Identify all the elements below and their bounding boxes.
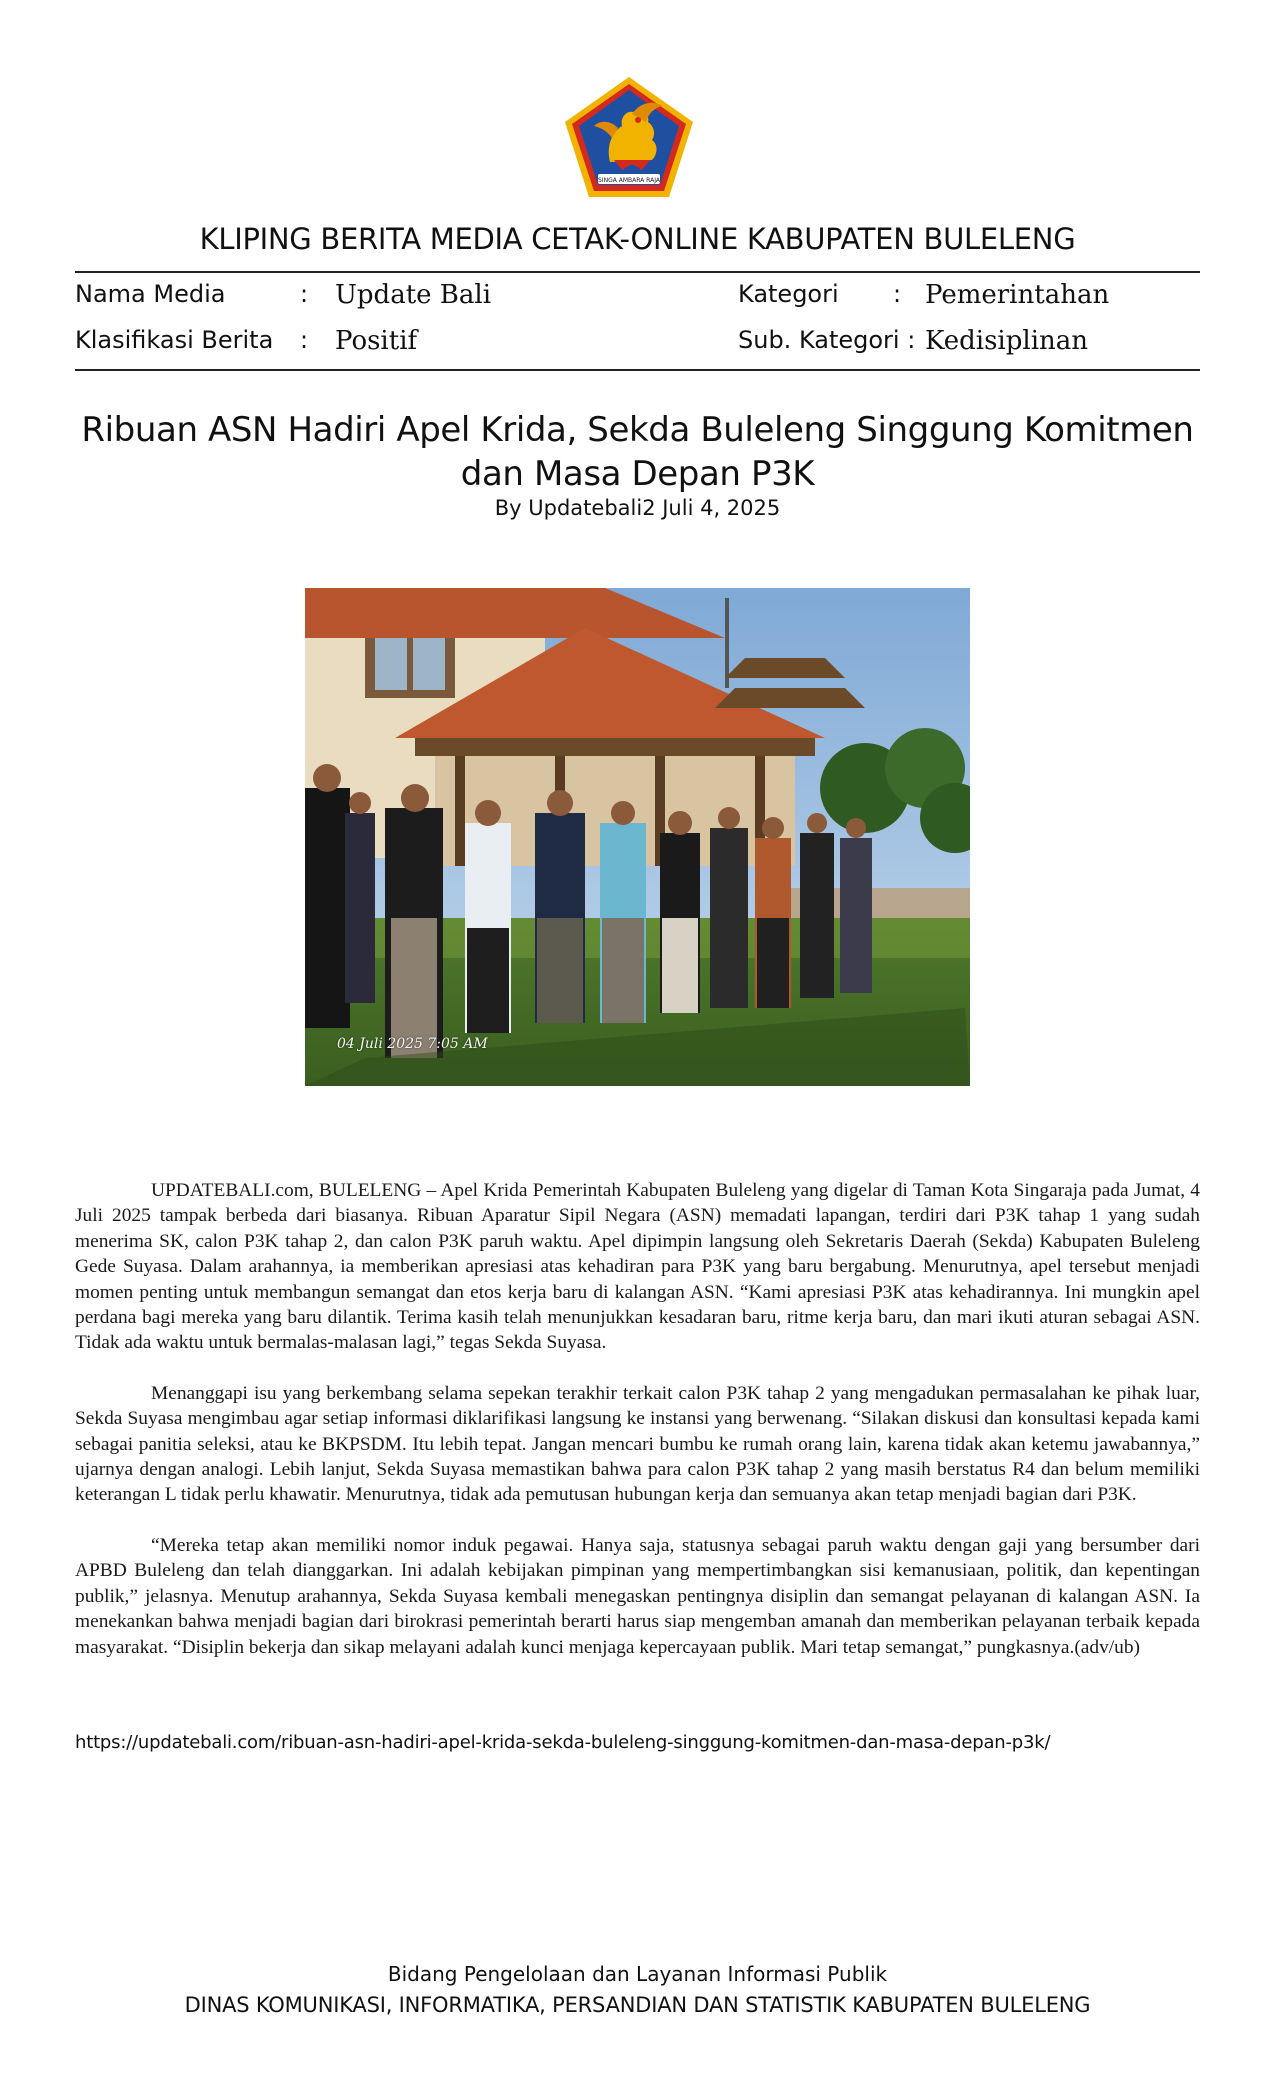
- source-url: https://updatebali.com/ribuan-asn-hadiri-apel-krida-sekda-buleleng-singgung-komitmen-dan-masa-depan-p3k/: [75, 1732, 1051, 1753]
- classification-colon: :: [300, 326, 309, 354]
- article-byline: By Updatebali2 Juli 4, 2025: [494, 496, 781, 520]
- classification-value: Positif: [335, 326, 418, 356]
- article-headline: Ribuan ASN Hadiri Apel Krida, Sekda Buleleng Singgung Komitmen dan Masa Depan P3K: [81, 410, 1194, 494]
- article-paragraph: Menanggapi isu yang berkembang selama sepekan terakhir terkait calon P3K tahap 2 yang mengadukan permasalahan ke pihak luar, Sekda Suyasa mengimbau agar setiap informasi diklarifikasi langsung ke instansi yang berwenang. “Silakan diskusi dan konsultasi kepada kami sebagai panitia seleksi, atau ke BKPSDM. Itu lebih tepat. Jangan mencari bumbu ke rumah orang lain, karena tidak akan ketemu jawabannya,” ujarnya dengan analogi. Lebih lanjut, Sekda Suyasa memastikan bahwa para calon P3K tahap 2 yang masih berstatus R4 dan belum memiliki keterangan L tidak perlu khawatir. Menurutnya, tidak ada pemutusan hubungan kerja dan semuanya akan tetap menjadi bagian dari P3K.: [75, 1382, 1200, 1506]
- article-photo: [305, 588, 970, 1086]
- category-label: Kategori: [738, 280, 839, 308]
- article-body: [75, 1178, 1200, 1685]
- footer-division: Bidang Pengelolaan dan Layanan Informasi Publik: [387, 1962, 888, 1986]
- bottom-divider: [75, 369, 1200, 371]
- sub-category-value: Kedisiplinan: [925, 326, 1088, 356]
- article-paragraph: “Mereka tetap akan memiliki nomor induk pegawai. Hanya saja, statusnya sebagai paruh waktu dengan gaji yang bersumber dari APBD Buleleng dan telah dianggarkan. Ini adalah kebijakan pimpinan yang mempertimbangkan sisi kemanusiaan, politik, dan kepentingan publik,” jelasnya. Menutup arahannya, Sekda Suyasa kembali menegaskan pentingnya disiplin dan semangat pelayanan di kalangan ASN. Ia menekankan bahwa menjadi bagian dari birokrasi pemerintah berarti harus siap mengemban amanah dan memberikan pelayanan terbaik kepada masyarakat. “Disiplin bekerja dan sikap melayani adalah kunci menjaga kepercayaan publik. Mari tetap semangat,” pungkasnya.(adv/ub): [75, 1534, 1200, 1658]
- classification-label: Klasifikasi Berita: [75, 326, 274, 354]
- photo-timestamp: 04 Juli 2025 7:05 AM: [337, 1036, 488, 1052]
- category-value: Pemerintahan: [925, 280, 1110, 310]
- article-paragraph: UPDATEBALI.com, BULELENG – Apel Krida Pemerintah Kabupaten Buleleng yang digelar di Taman Kota Singaraja pada Jumat, 4 Juli 2025 tampak berbeda dari biasanya. Ribuan Aparatur Sipil Negara (ASN) memadati lapangan, terdiri dari P3K tahap 1 yang sudah menerima SK, calon P3K tahap 2, dan calon P3K paruh waktu. Apel dipimpin langsung oleh Sekretaris Daerah (Sekda) Kabupaten Buleleng Gede Suyasa. Dalam arahannya, ia memberikan apresiasi atas kehadiran para P3K yang baru bergabung. Menurutnya, apel tersebut menjadi momen penting untuk membangun semangat dan etos kerja baru di kalangan ASN. “Kami apresiasi P3K atas kehadirannya. Ini mungkin apel perdana bagi mereka yang baru dilantik. Terima kasih telah menunjukkan kesadaran baru, ritme kerja baru, dan mari ikuti aturan sebagai ASN. Tidak ada waktu untuk bermalas-malasan lagi,” tegas Sekda Suyasa.: [75, 1180, 1200, 1354]
- sub-category-label: Sub. Kategori :: [738, 326, 916, 354]
- media-name-colon: :: [300, 280, 309, 308]
- footer-agency: DINAS KOMUNIKASI, INFORMATIKA, PERSANDIAN DAN STATISTIK KABUPATEN BULELENG: [184, 1993, 1091, 2017]
- category-colon: :: [893, 280, 902, 308]
- media-name-value: Update Bali: [335, 280, 492, 310]
- logo-motto: SINGA AMBARA RAJA: [598, 177, 660, 184]
- buleleng-emblem-logo: [562, 74, 696, 200]
- media-name-label: Nama Media: [75, 280, 226, 308]
- document-title: KLIPING BERITA MEDIA CETAK-ONLINE KABUPATEN BULELENG: [199, 222, 1076, 256]
- top-divider: [75, 271, 1200, 273]
